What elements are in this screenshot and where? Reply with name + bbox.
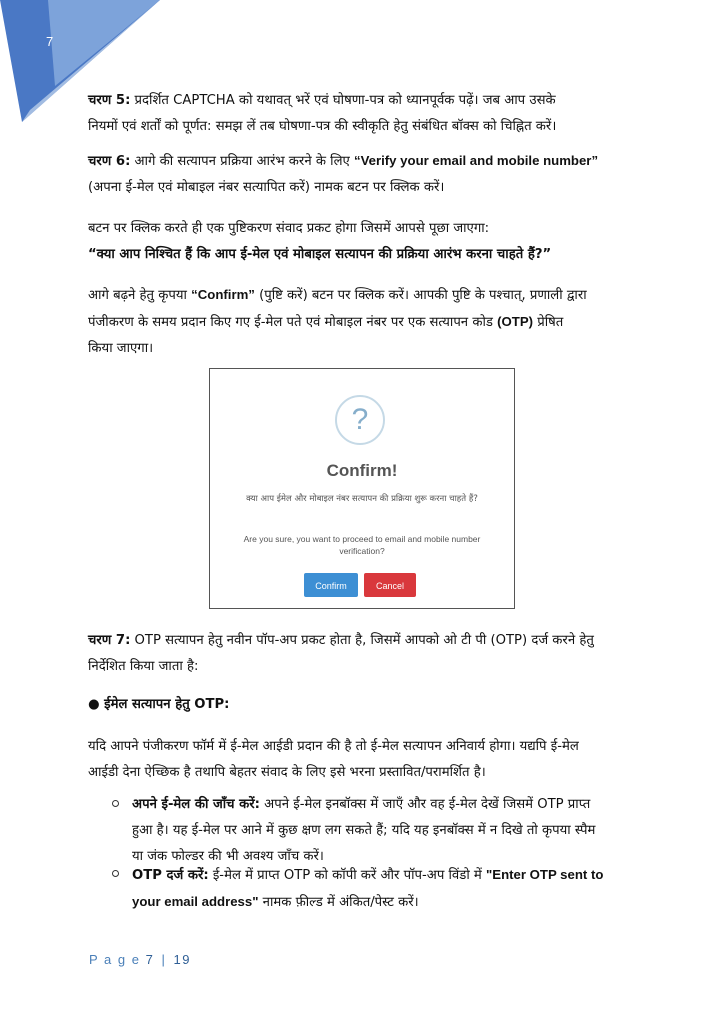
step7-paragraph: [88, 628, 648, 680]
proceed-line2-c: प्रेषित: [533, 315, 564, 330]
otp-term: (OTP): [497, 314, 534, 329]
dialog-text-english: Are you sure, you want to proceed to email and mobile number verification?: [243, 534, 481, 556]
bullet2-field-name-a: "Enter OTP sent to: [486, 867, 604, 882]
step6-line1: आगे की सत्यापन प्रक्रिया आरंभ करने के लिए: [130, 154, 354, 169]
bullet1-line1: अपने ई-मेल इनबॉक्स में जाएँ और वह ई-मेल देखें जिसमें OTP प्राप्त: [259, 797, 591, 812]
confirm-button[interactable]: Confirm: [304, 573, 358, 597]
bullet-enter-otp: [132, 862, 648, 916]
footer-current-page: 7: [145, 952, 155, 967]
step6-paragraph: [88, 148, 648, 201]
confirm-intro-line1: बटन पर क्लिक करते ही एक पुष्टिकरण संवाद प्रकट होगा जिसमें आपसे पूछा जाएगा:: [88, 221, 490, 236]
confirm-dialog-screenshot: [209, 368, 515, 609]
confirm-intro-paragraph: [88, 216, 648, 268]
proceed-line3: किया जाएगा।: [88, 341, 154, 356]
proceed-text-c: (पुष्टि करें) बटन पर क्लिक करें। आपकी पुष्टि के पश्चात्, प्रणाली द्वारा: [254, 288, 587, 303]
bullet-circle: [112, 870, 119, 877]
step7-line2: निर्देशित किया जाता है:: [88, 659, 199, 674]
bullet2-field-name-b: your email address": [132, 894, 259, 909]
footer-total-pages: 19: [173, 952, 191, 967]
dialog-text-hindi: क्या आप ईमेल और मोबाइल नंबर सत्यापन की प्रक्रिया शुरू करना चाहते हैं?: [246, 494, 478, 504]
corner-page-number: 7: [46, 34, 54, 49]
proceed-paragraph: [88, 282, 648, 362]
footer-separator: |: [161, 952, 167, 967]
confirm-quote: “Confirm”: [191, 287, 255, 302]
email-paragraph: [88, 734, 648, 786]
page-footer: [89, 952, 191, 967]
bullet2-line2: नामक फ़ील्ड में अंकित/पेस्ट करें।: [258, 895, 419, 910]
bullet-circle: [112, 800, 119, 807]
step7-label: चरण 7:: [88, 633, 131, 648]
step6-line2: (अपना ई-मेल एवं मोबाइल नंबर सत्यापित करें) नामक बटन पर क्लिक करें।: [88, 180, 445, 195]
footer-page-label: P a g e: [89, 952, 141, 967]
confirm-question: “क्या आप निश्चित हैं कि आप ई-मेल एवं मोबाइल सत्यापन की प्रक्रिया आरंभ करना चाहते हैं?”: [88, 247, 552, 262]
dialog-title: Confirm!: [326, 461, 398, 480]
step7-line1: OTP सत्यापन हेतु नवीन पॉप-अप प्रकट होता है, जिसमें आपको ओ टी पी (OTP) दर्ज करने हेतु: [130, 633, 594, 648]
bullet1-line3: या जंक फोल्डर की भी अवश्य जाँच करें।: [132, 849, 324, 864]
bullet1-line2: हुआ है। यह ई-मेल पर आने में कुछ क्षण लग सकते हैं; यदि यह इनबॉक्स में न दिखे तो कृपया स्पैम: [132, 823, 596, 838]
email-para-line2: आईडी देना ऐच्छिक है तथापि बेहतर संवाद के लिए इसे भरना प्रस्तावित/परामर्शित है।: [88, 765, 486, 780]
step5-label: चरण 5:: [88, 93, 131, 108]
step5-line1: प्रदर्शित CAPTCHA को यथावत् भरें एवं घोषणा-पत्र को ध्यानपूर्वक पढ़ें। जब आप उसके: [130, 93, 556, 108]
step6-label: चरण 6:: [88, 154, 131, 169]
verify-button-name: “Verify your email and mobile number”: [354, 153, 599, 168]
email-otp-heading-text: ● ईमेल सत्यापन हेतु OTP:: [88, 697, 230, 712]
email-para-line1: यदि आपने पंजीकरण फॉर्म में ई-मेल आईडी प्रदान की है तो ई-मेल सत्यापन अनिवार्य होगा। यद्यपि ई-मेल: [88, 739, 579, 754]
email-otp-heading: [88, 692, 648, 718]
proceed-text-a: आगे बढ़ने हेतु कृपया: [88, 288, 192, 303]
step5-paragraph: [88, 88, 648, 140]
cancel-button[interactable]: Cancel: [364, 573, 416, 597]
proceed-line2-a: पंजीकरण के समय प्रदान किए गए ई-मेल पते एवं मोबाइल नंबर पर एक सत्यापन कोड: [88, 315, 498, 330]
bullet2-line1: ई-मेल में प्राप्त OTP को कॉपी करें और पॉप-अप विंडो में: [208, 868, 487, 883]
bullet2-bold: OTP दर्ज करें:: [132, 868, 209, 883]
step5-line2: नियमों एवं शर्तों को पूर्णत: समझ लें तब घोषणा-पत्र की स्वीकृति हेतु संबंधित बॉक्स को चिह्नित करें।: [88, 119, 557, 134]
question-icon: ?: [335, 395, 385, 445]
bullet-check-email: [132, 792, 648, 870]
bullet1-bold: अपने ई-मेल की जाँच करें:: [132, 797, 260, 812]
